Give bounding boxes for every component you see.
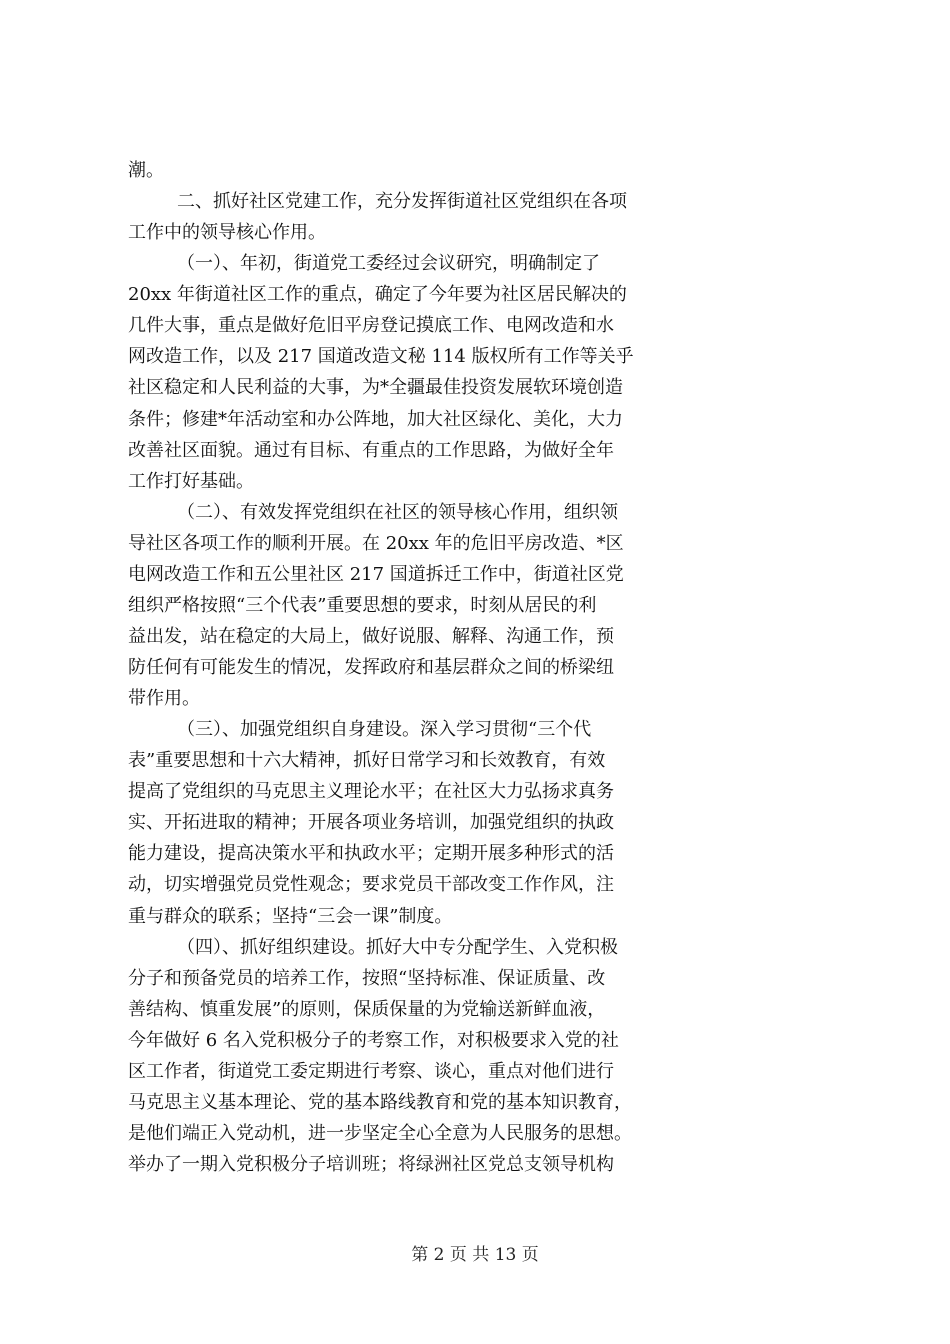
text-line: 几件大事，重点是做好危旧平房登记摸底工作、电网改造和水 — [128, 315, 614, 337]
text-line: （一）、年初，街道党工委经过会议研究，明确制定了 — [177, 253, 600, 275]
text-line: 动，切实增强党员党性观念；要求党员干部改变工作作风，注 — [128, 874, 614, 896]
text-line: 电网改造工作和五公里社区 217 国道拆迁工作中，街道社区党 — [128, 563, 624, 585]
text-line: 20xx 年街道社区工作的重点，确定了今年要为社区居民解决的 — [128, 284, 627, 306]
text-line: 网改造工作，以及 217 国道改造文秘 114 版权所有工作等关乎 — [128, 346, 634, 368]
text-line: （三）、加强党组织自身建设。深入学习贯彻“三个代 — [177, 719, 592, 741]
text-line: 举办了一期入党积极分子培训班；将绿洲社区党总支领导机构 — [128, 1154, 614, 1175]
text-line: 表”重要思想和十六大精神，抓好日常学习和长效教育，有效 — [128, 750, 606, 772]
text-line: 二、抓好社区党建工作，充分发挥街道社区党组织在各项 — [177, 191, 627, 213]
text-line: 条件；修建*年活动室和办公阵地，加大社区绿化、美化，大力 — [128, 408, 623, 430]
page-footer: 第 2 页 共 13 页 — [411, 1245, 539, 1265]
text-line: （四）、抓好组织建设。抓好大中专分配学生、入党积极 — [177, 936, 618, 958]
text-line: 提高了党组织的马克思主义理论水平；在社区大力弘扬求真务 — [128, 781, 614, 803]
text-line: 善结构、慎重发展”的原则，保质保量的为党输送新鲜血液， — [128, 998, 606, 1020]
text-line: 导社区各项工作的顺利开展。在 20xx 年的危旧平房改造、*区 — [128, 532, 624, 554]
text-line: 分子和预备党员的培养工作，按照“坚持标准、保证质量、改 — [128, 967, 606, 989]
text-line: 工作中的领导核心作用。 — [128, 222, 326, 244]
text-line: 今年做好 6 名入党积极分子的考察工作，对积极要求入党的社 — [128, 1029, 619, 1051]
text-line: 重与群众的联系；坚持“三会一课”制度。 — [128, 905, 453, 927]
text-line: 组织严格按照“三个代表”重要思想的要求，时刻从居民的利 — [128, 594, 597, 616]
text-line: 改善社区面貌。通过有目标、有重点的工作思路，为做好全年 — [128, 439, 614, 461]
text-line: 社区稳定和人民利益的大事，为*全疆最佳投资发展软环境创造 — [128, 377, 623, 399]
text-line: 工作打好基础。 — [128, 470, 254, 492]
text-line: 防任何有可能发生的情况，发挥政府和基层群众之间的桥梁纽 — [128, 657, 614, 678]
text-line: 马克思主义基本理论、党的基本路线教育和党的基本知识教育， — [128, 1091, 632, 1113]
text-line: 区工作者，街道党工委定期进行考察、谈心，重点对他们进行 — [128, 1060, 614, 1082]
text-line: 益出发，站在稳定的大局上，做好说服、解释、沟通工作，预 — [128, 625, 614, 647]
text-line: 实、开拓进取的精神；开展各项业务培训，加强党组织的执政 — [128, 812, 614, 834]
text-line: 能力建设，提高决策水平和执政水平；定期开展多种形式的活 — [128, 843, 614, 865]
text-line: （二）、有效发挥党组织在社区的领导核心作用，组织领 — [177, 501, 618, 523]
text-line: 带作用。 — [128, 688, 200, 710]
text-line: 潮。 — [128, 160, 164, 181]
text-line: 是他们端正入党动机，进一步坚定全心全意为人民服务的思想。 — [128, 1122, 632, 1144]
